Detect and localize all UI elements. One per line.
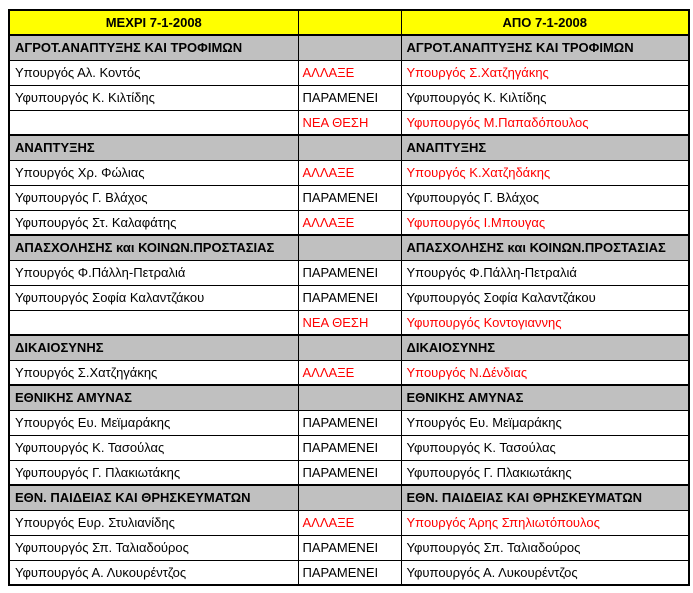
change-status: ΠΑΡΑΜΕΝΕΙ — [298, 185, 401, 210]
minister-after: Υπουργός Άρης Σπηλιωτόπουλος — [401, 510, 689, 535]
ministry-title-before: ΕΘΝ. ΠΑΙΔΕΙΑΣ ΚΑΙ ΘΡΗΣΚΕΥΜΑΤΩΝ — [9, 485, 298, 510]
minister-row — [9, 410, 689, 435]
minister-row — [9, 285, 689, 310]
ministers-table-body — [9, 35, 689, 585]
minister-after: Υπουργός Ν.Δένδιας — [401, 360, 689, 385]
minister-after: Υφυπουργός Κ. Κιλτίδης — [401, 85, 689, 110]
minister-before: Υπουργός Σ.Χατζηγάκης — [9, 360, 298, 385]
change-status: ΑΛΛΑΞΕ — [298, 510, 401, 535]
ministry-section-spacer — [298, 385, 401, 410]
header-before-date: ΜΕΧΡΙ 7-1-2008 — [9, 10, 298, 35]
ministry-section-spacer — [298, 335, 401, 360]
minister-before: Υπουργός Αλ. Κοντός — [9, 60, 298, 85]
change-status: ΑΛΛΑΞΕ — [298, 160, 401, 185]
minister-row — [9, 310, 689, 335]
minister-before: Υφυπουργός Στ. Καλαφάτης — [9, 210, 298, 235]
change-status: ΠΑΡΑΜΕΝΕΙ — [298, 535, 401, 560]
change-status: ΠΑΡΑΜΕΝΕΙ — [298, 285, 401, 310]
minister-row — [9, 510, 689, 535]
minister-before: Υφυπουργός Σοφία Καλαντζάκου — [9, 285, 298, 310]
ministry-title-before: ΑΝΑΠΤΥΞΗΣ — [9, 135, 298, 160]
minister-before: Υπουργός Χρ. Φώλιας — [9, 160, 298, 185]
ministry-title-after: ΕΘΝΙΚΗΣ ΑΜΥΝΑΣ — [401, 385, 689, 410]
ministry-title-before: ΕΘΝΙΚΗΣ ΑΜΥΝΑΣ — [9, 385, 298, 410]
minister-before: Υπουργός Φ.Πάλλη-Πετραλιά — [9, 260, 298, 285]
minister-after: Υφυπουργός Γ. Πλακιωτάκης — [401, 460, 689, 485]
minister-after: Υφυπουργός Ι.Μπουγας — [401, 210, 689, 235]
minister-row — [9, 460, 689, 485]
minister-before: Υφυπουργός Κ. Τασούλας — [9, 435, 298, 460]
minister-after: Υπουργός Κ.Χατζηδάκης — [401, 160, 689, 185]
minister-before: Υφυπουργός Σπ. Ταλιαδούρος — [9, 535, 298, 560]
ministry-title-before: ΑΓΡΟΤ.ΑΝΑΠΤΥΞΗΣ ΚΑΙ ΤΡΟΦΙΜΩΝ — [9, 35, 298, 60]
ministers-table — [8, 9, 690, 586]
minister-after: Υπουργός Σ.Χατζηγάκης — [401, 60, 689, 85]
minister-row — [9, 535, 689, 560]
ministry-title-before: ΔΙΚΑΙΟΣΥΝΗΣ — [9, 335, 298, 360]
ministry-section-row — [9, 235, 689, 260]
header-after-date: ΑΠΟ 7-1-2008 — [401, 10, 689, 35]
minister-after: Υφυπουργός Α. Λυκουρέντζος — [401, 560, 689, 585]
minister-after: Υφυπουργός Μ.Παπαδόπουλος — [401, 110, 689, 135]
minister-row — [9, 560, 689, 585]
minister-before: Υφυπουργός Α. Λυκουρέντζος — [9, 560, 298, 585]
minister-row — [9, 360, 689, 385]
minister-before — [9, 110, 298, 135]
change-status: ΠΑΡΑΜΕΝΕΙ — [298, 410, 401, 435]
change-status: ΝΕΑ ΘΕΣΗ — [298, 310, 401, 335]
change-status: ΝΕΑ ΘΕΣΗ — [298, 110, 401, 135]
ministry-title-after: ΕΘΝ. ΠΑΙΔΕΙΑΣ ΚΑΙ ΘΡΗΣΚΕΥΜΑΤΩΝ — [401, 485, 689, 510]
change-status: ΑΛΛΑΞΕ — [298, 210, 401, 235]
change-status: ΑΛΛΑΞΕ — [298, 60, 401, 85]
ministry-section-spacer — [298, 485, 401, 510]
ministry-section-spacer — [298, 35, 401, 60]
minister-after: Υπουργός Φ.Πάλλη-Πετραλιά — [401, 260, 689, 285]
minister-before: Υφυπουργός Κ. Κιλτίδης — [9, 85, 298, 110]
minister-after: Υφυπουργός Γ. Βλάχος — [401, 185, 689, 210]
minister-row — [9, 435, 689, 460]
minister-row — [9, 110, 689, 135]
minister-before: Υπουργός Ευ. Μεϊμαράκης — [9, 410, 298, 435]
table-header-row — [9, 10, 689, 35]
ministry-section-row — [9, 135, 689, 160]
change-status: ΠΑΡΑΜΕΝΕΙ — [298, 460, 401, 485]
header-spacer-cell — [298, 10, 401, 35]
ministry-section-row — [9, 485, 689, 510]
minister-row — [9, 210, 689, 235]
ministry-section-row — [9, 335, 689, 360]
ministry-section-row — [9, 385, 689, 410]
minister-before: Υφυπουργός Γ. Βλάχος — [9, 185, 298, 210]
minister-after: Υφυπουργός Κ. Τασούλας — [401, 435, 689, 460]
ministry-section-row — [9, 35, 689, 60]
minister-row — [9, 185, 689, 210]
minister-row — [9, 85, 689, 110]
minister-before: Υφυπουργός Γ. Πλακιωτάκης — [9, 460, 298, 485]
minister-after: Υφυπουργός Σοφία Καλαντζάκου — [401, 285, 689, 310]
minister-after: Υφυπουργός Κοντογιαννης — [401, 310, 689, 335]
minister-row — [9, 160, 689, 185]
ministry-title-after: ΑΓΡΟΤ.ΑΝΑΠΤΥΞΗΣ ΚΑΙ ΤΡΟΦΙΜΩΝ — [401, 35, 689, 60]
change-status: ΠΑΡΑΜΕΝΕΙ — [298, 85, 401, 110]
ministry-title-after: ΑΝΑΠΤΥΞΗΣ — [401, 135, 689, 160]
change-status: ΠΑΡΑΜΕΝΕΙ — [298, 560, 401, 585]
ministry-section-spacer — [298, 135, 401, 160]
ministry-title-before: ΑΠΑΣΧΟΛΗΣΗΣ και ΚΟΙΝΩΝ.ΠΡΟΣΤΑΣΙΑΣ — [9, 235, 298, 260]
change-status: ΠΑΡΑΜΕΝΕΙ — [298, 435, 401, 460]
change-status: ΠΑΡΑΜΕΝΕΙ — [298, 260, 401, 285]
minister-after: Υπουργός Ευ. Μεϊμαράκης — [401, 410, 689, 435]
ministry-title-after: ΑΠΑΣΧΟΛΗΣΗΣ και ΚΟΙΝΩΝ.ΠΡΟΣΤΑΣΙΑΣ — [401, 235, 689, 260]
change-status: ΑΛΛΑΞΕ — [298, 360, 401, 385]
minister-before: Υπουργός Ευρ. Στυλιανίδης — [9, 510, 298, 535]
minister-row — [9, 60, 689, 85]
minister-before — [9, 310, 298, 335]
ministry-section-spacer — [298, 235, 401, 260]
minister-after: Υφυπουργός Σπ. Ταλιαδούρος — [401, 535, 689, 560]
minister-row — [9, 260, 689, 285]
ministry-title-after: ΔΙΚΑΙΟΣΥΝΗΣ — [401, 335, 689, 360]
